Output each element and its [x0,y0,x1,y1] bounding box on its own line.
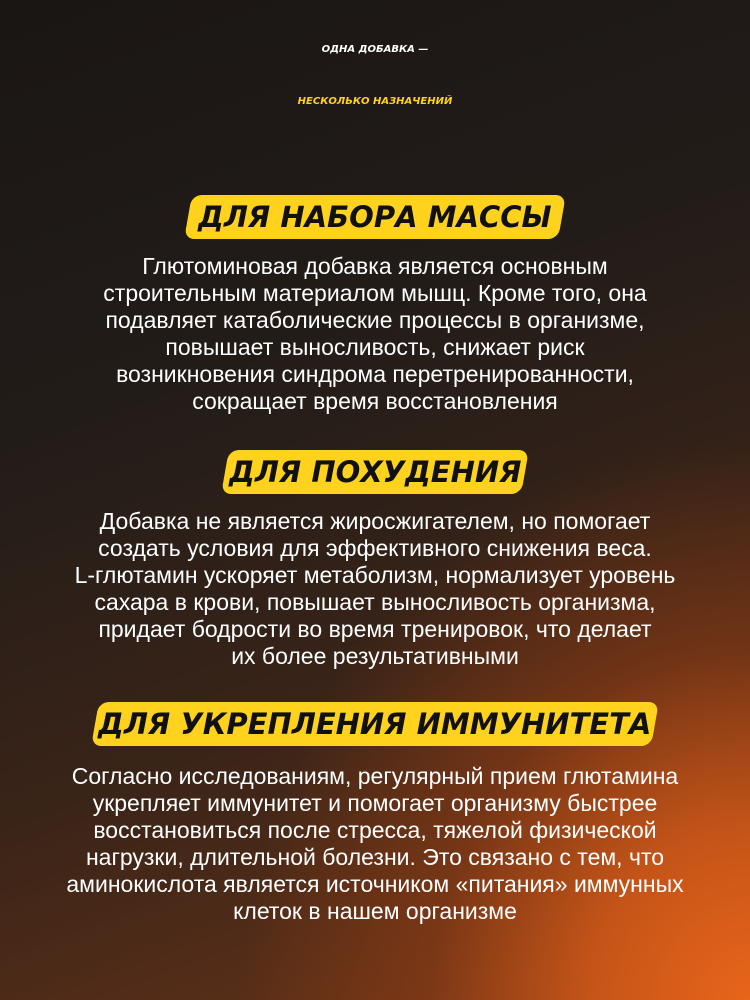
section-badge-weight-loss [221,450,529,494]
text-line: восстановиться после стресса, тяжелой физической [93,817,657,843]
text-line: сахара в крови, повышает выносливость организма, [94,589,656,615]
text-line: придает бодрости во время тренировок, что делает [98,616,652,642]
headline-line-1: ОДНА ДОБАВКА — [321,44,429,55]
headline-line-2: НЕСКОЛЬКО НАЗНАЧЕНИЙ [297,96,453,107]
section-badge-label: ДЛЯ УКРЕПЛЕНИЯ ИММУНИТЕТА [98,707,652,741]
section-badge-mass-gain [184,195,566,239]
text-line: возникновения синдрома перетренированности, [116,361,634,387]
section-badge-label: ДЛЯ ПОХУДЕНИЯ [228,455,522,489]
text-line: создать условия для эффективного снижения веса. [98,535,652,561]
section-badge-immunity [91,702,659,746]
text-line: подавляет катаболические процессы в организме, [105,307,645,333]
text-line: укрепляет иммунитет и помогает организму быстрее [92,790,658,816]
text-line: аминокислота является источником «питания» иммунных [66,871,684,897]
text-line: сокращает время восстановления [192,388,558,414]
section-text-weight-loss [30,508,720,670]
text-line: повышает выносливость, снижает риск [165,334,585,360]
text-line: их более результативными [231,643,519,669]
section-text-immunity [30,763,720,925]
text-line: Добавка не является жиросжигателем, но помогает [99,508,651,534]
text-line: Глютоминовая добавка является основным [142,253,608,279]
section-badge-label: ДЛЯ НАБОРА МАССЫ [198,200,552,234]
text-line: клеток в нашем организме [233,898,517,924]
text-line: строительным материалом мышц. Кроме того, она [103,280,647,306]
section-text-mass-gain [30,253,720,415]
text-line: L-глютамин ускоряет метаболизм, нормализует уровень [74,562,676,588]
text-line: Согласно исследованиям, регулярный прием глютамина [71,763,679,789]
text-line: нагрузки, длительной болезни. Это связано с тем, что [85,844,665,870]
